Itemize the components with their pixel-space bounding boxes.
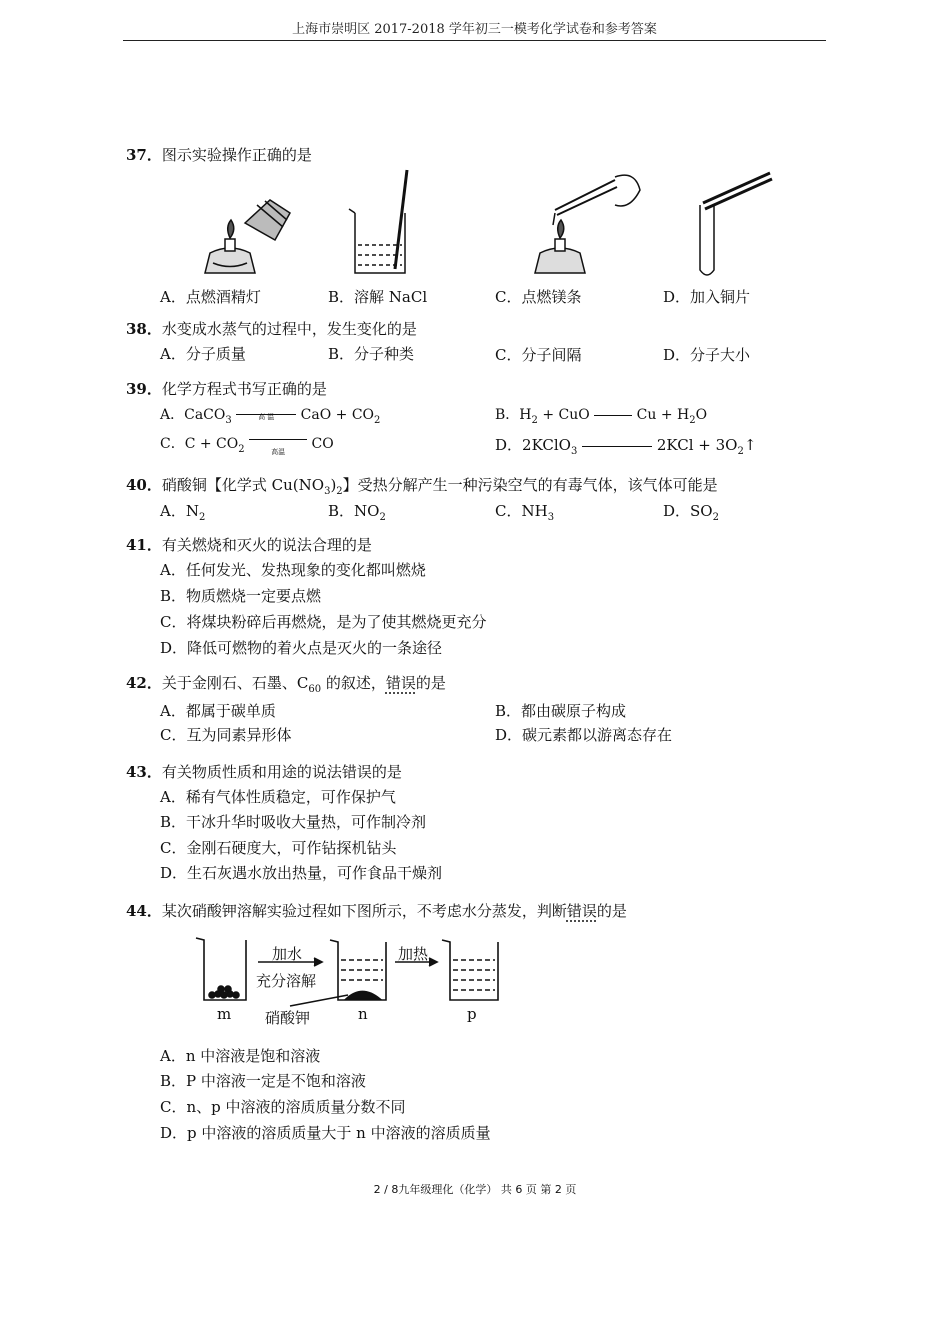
question-stem: 有关物质性质和用途的说法错误的是: [161, 763, 402, 781]
option-c: C．n、p 中溶液的溶质质量分数不同: [160, 1098, 406, 1116]
option-a: A．分子质量: [160, 345, 246, 363]
option-c: C．$NH_3$: [495, 502, 555, 523]
option-d: D．分子大小: [663, 346, 751, 364]
equation-a: A．CaCO$_3$ 高 温 CaO + $CO_2$: [160, 407, 381, 426]
option-d: D．$SO_2$: [663, 502, 719, 523]
question-stem: 有关燃烧和灭火的说法合理的是: [161, 536, 372, 554]
option-b: B．P 中溶液一定是不饱和溶液: [160, 1072, 366, 1090]
question-37: [126, 145, 312, 165]
beaker-thermometer-icon: [349, 170, 407, 273]
equation-b: B．$H_2$ + CuO $Cu + H_2O$: [495, 407, 708, 426]
solute-label: 硝酸钾: [265, 1009, 311, 1027]
option-a: A．任何发光、发热现象的变化都叫燃烧: [160, 561, 426, 579]
question-number: 39．: [126, 380, 162, 398]
reaction-arrow: 高温: [249, 439, 307, 462]
question-number: 44．: [126, 902, 162, 920]
option-b: B．都由碳原子构成: [495, 702, 627, 720]
option-b: B．干冰升华时吸收大量热，可作制冷剂: [160, 813, 427, 831]
option-b: B．物质燃烧一定要点燃: [160, 587, 322, 605]
step-add-water-label: 加水: [272, 945, 303, 963]
test-tube-icon: [700, 173, 772, 275]
option-b: B．分子种类: [328, 345, 415, 363]
option-d: D．碳元素都以游离态存在: [495, 726, 673, 744]
option-a: A．稀有气体性质稳定，可作保护气: [160, 788, 396, 806]
question-stem: 化学方程式书写正确的是: [161, 380, 327, 398]
reaction-arrow: [582, 446, 652, 447]
question-44: 44．某次硝酸钾溶解实验过程如下图所示，不考虑水分蒸发，判断错误的是: [126, 902, 627, 920]
reaction-arrow: 高 温: [236, 405, 296, 427]
beaker-m-label: m: [217, 1005, 232, 1023]
step-dissolve-label: 充分溶解: [256, 972, 317, 990]
dissolution-process-figure: [190, 932, 510, 1007]
option-c: C．分子间隔: [495, 346, 582, 364]
question-number: 40．: [126, 476, 162, 494]
question-38: [126, 319, 417, 339]
option-a: A．n 中溶液是饱和溶液: [160, 1047, 321, 1065]
step-heat-label: 加热: [398, 945, 429, 963]
question-stem: 图示实验操作正确的是: [161, 146, 312, 164]
reaction-arrow: [594, 415, 632, 416]
option-c: C．将煤块粉碎后再燃烧，是为了使其燃烧更充分: [160, 613, 487, 631]
question-number: 42．: [126, 674, 162, 692]
option-c: C．点燃镁条: [495, 288, 582, 306]
question-number: 38．: [126, 320, 162, 338]
option-d: D．降低可燃物的着火点是灭火的一条途径: [160, 639, 443, 657]
question-stem: 水变成水蒸气的过程中，发生变化的是: [161, 320, 417, 338]
option-d: D．p 中溶液的溶质质量大于 n 中溶液的溶质质量: [160, 1124, 491, 1142]
option-a: A．点燃酒精灯: [160, 288, 261, 306]
beaker-n-label: n: [358, 1005, 368, 1023]
question-41: [126, 535, 372, 555]
question-number: 37．: [126, 146, 162, 164]
option-a: A．$N_2$: [160, 502, 206, 523]
tongs-magnesium-icon: [535, 175, 640, 273]
equation-d: D．2KClO$_3$ $2KCl + 3O_2↑$: [495, 436, 757, 457]
option-b: B．$NO_2$: [328, 502, 386, 523]
page-footer: 2 / 8九年级理化（化学） 共 6 页 第 2 页: [373, 1183, 577, 1196]
equation-c: C．$C + CO_2$ 高温 CO: [160, 434, 334, 462]
option-c: C．金刚石硬度大，可作钻探机钻头: [160, 839, 397, 857]
option-d: D．生石灰遇水放出热量，可作食品干燥剂: [160, 864, 443, 882]
question-40: 40．硝酸铜【化学式 $Cu(NO_3)_2$】受热分解产生一种污染空气的有毒气体，该气体可能是: [126, 476, 718, 497]
option-c: C．互为同素异形体: [160, 726, 292, 744]
question-43: [126, 762, 402, 782]
beaker-p-label: p: [467, 1005, 477, 1023]
page-header: 上海市崇明区 2017-2018 学年初三一模考化学试卷和参考答案: [123, 18, 826, 41]
option-b: B．溶解 NaCl: [328, 288, 428, 306]
q37-apparatus-figure: [195, 165, 795, 285]
question-42: 42．关于金刚石、石墨、$C_{60}$ 的叙述，错误的是: [126, 674, 446, 695]
alcohol-lamp-icon: [205, 200, 290, 273]
question-39: [126, 379, 327, 399]
question-number: 41．: [126, 536, 162, 554]
question-number: 43．: [126, 763, 162, 781]
option-d: D．加入铜片: [663, 288, 751, 306]
option-a: A．都属于碳单质: [160, 702, 276, 720]
